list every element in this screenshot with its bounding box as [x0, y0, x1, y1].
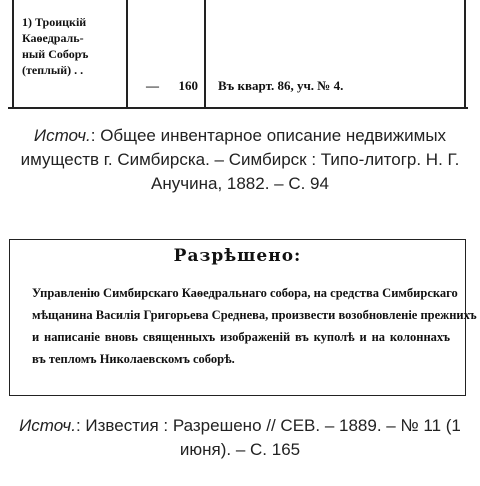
- table-border-left: [12, 0, 14, 108]
- table-cell-dash: —: [146, 78, 159, 93]
- notice-line: мѣщанина Василія Григорьева Среднева, произвести возобновленіе прежнихъ: [32, 308, 477, 322]
- notice-line: и написаніе вновь священныхъ изображеній въ куполѣ и на колоннахъ: [32, 330, 450, 344]
- table-column-divider: [126, 0, 128, 108]
- source-citation: : Известия : Разрешено // СЕВ. – 1889. – № 11 (1 июня). – С. 165: [75, 416, 461, 459]
- source-label: Источ.: [19, 416, 76, 435]
- notice-title: Разрѣшено:: [173, 246, 302, 266]
- table-cell-building-name: 1) Троицкій Каѳедраль- ный Соборъ (теплый) . .: [22, 15, 89, 77]
- notice-line: въ тепломъ Николаевскомъ соборѣ.: [32, 352, 235, 366]
- source-label: Источ.: [33, 126, 91, 145]
- table-border-bottom: [8, 107, 468, 109]
- inventory-table-fragment: [8, 0, 468, 108]
- table-border-right: [464, 0, 466, 108]
- source-citation: : Общее инвентарное описание недвижимых имуществ г. Симбирска. – Симбирск : Типо-литогр. Н. Г. Анучина, 1882. – С. 94: [20, 126, 460, 193]
- source-caption-2: [0, 414, 480, 462]
- notice-line: Управленію Симбирскаго Каѳедральнаго собора, на средства Симбирскаго: [32, 286, 458, 300]
- notice-body: [32, 282, 477, 370]
- table-cell-number: 160: [178, 78, 198, 93]
- table-cell-location-note: Въ кварт. 86, уч. № 4.: [218, 78, 344, 93]
- permission-notice: [9, 239, 477, 396]
- source-caption-1: [0, 124, 480, 196]
- table-column-divider: [204, 0, 206, 108]
